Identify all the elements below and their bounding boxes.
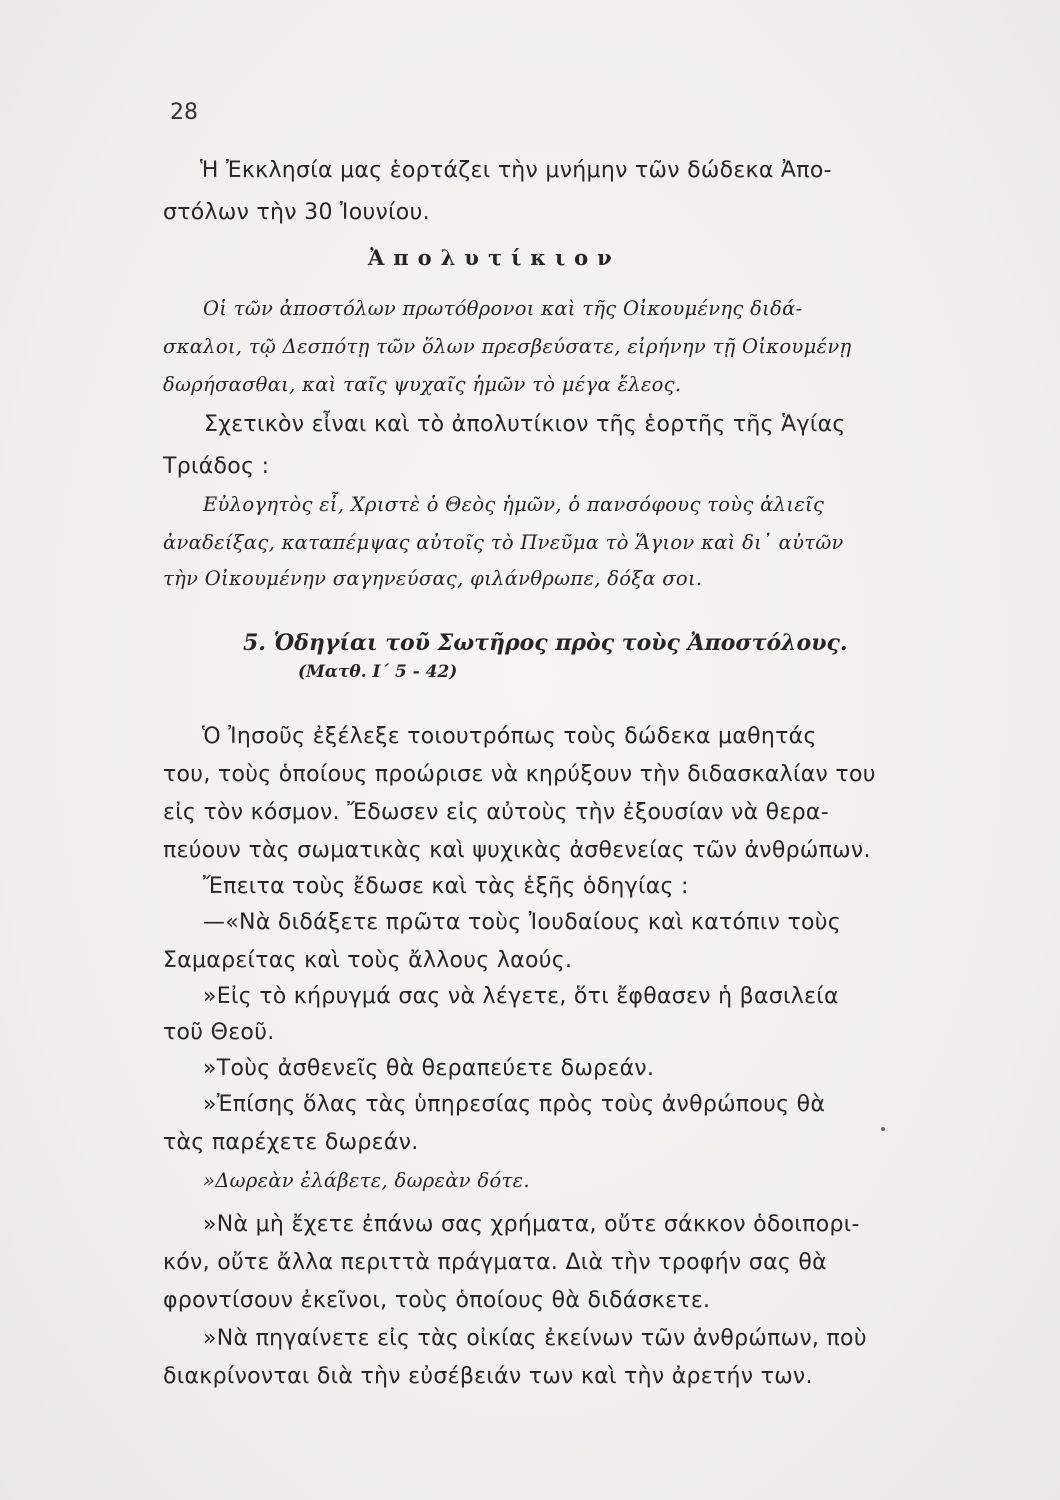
apolytikion-line: δωρήσασθαι, καὶ ταῖς ψυχαῖς ἡμῶν τὸ μέγα ἔλεος. — [163, 373, 682, 396]
apolytikion-heading: Ἀπολυτίκιον — [368, 245, 621, 270]
apolytikion-line: Οἱ τῶν ἀποστόλων πρωτόθρονοι καὶ τῆς Οἰκουμένης διδά- — [203, 297, 803, 320]
final-line: »Νὰ μὴ ἔχετε ἐπάνω σας χρήματα, οὔτε σάκκον ὁδοιπορι- — [203, 1212, 860, 1237]
body-line: εἰς τὸν κόσμον. Ἔδωσεν εἰς αὐτοὺς τὴν ἐξουσίαν νὰ θερα- — [163, 800, 829, 825]
body-line: τοῦ Θεοῦ. — [163, 1020, 275, 1045]
body-line: —«Νὰ διδάξετε πρῶτα τοὺς Ἰουδαίους καὶ κατόπιν τοὺς — [203, 910, 842, 935]
final-line: κόν, οὔτε ἄλλα περιττὰ πράγματα. Διὰ τὴν τροφήν σας θὰ — [163, 1250, 827, 1275]
body-line: Ἔπειτα τοὺς ἔδωσε καὶ τὰς ἑξῆς ὁδηγίας : — [203, 874, 689, 899]
body-line: Σαμαρείτας καὶ τοὺς ἄλλους λαούς. — [163, 948, 573, 973]
final-line: φροντίσουν ἐκεῖνοι, τοὺς ὁποίους θὰ διδάσκετε. — [163, 1288, 711, 1313]
section-reference: (Ματθ. Ι΄ 5 - 42) — [298, 662, 458, 682]
page-number: 28 — [170, 100, 198, 125]
trinity-hymn-line: Εὐλογητὸς εἶ, Χριστὲ ὁ Θεὸς ἡμῶν, ὁ πανσόφους τοὺς ἁλιεῖς — [203, 493, 825, 516]
section-title: 5. Ὁδηγίαι τοῦ Σωτῆρος πρὸς τοὺς Ἀποστόλους. — [243, 630, 848, 656]
body-line: τὰς παρέχετε δωρεάν. — [163, 1130, 419, 1155]
apolytikion-line: σκαλοι, τῷ Δεσπότῃ τῶν ὅλων πρεσβεύσατε, εἰρήνην τῇ Οἰκουμένῃ — [163, 335, 852, 358]
intro-line: στόλων τὴν 30 Ἰουνίου. — [163, 200, 430, 225]
body-line: πεύουν τὰς σωματικὰς καὶ ψυχικὰς ἀσθενείας τῶν ἀνθρώπων. — [163, 838, 871, 863]
quote-line: »Δωρεὰν ἐλάβετε, δωρεὰν δότε. — [203, 1169, 530, 1192]
body-line: του, τοὺς ὁποίους προώρισε νὰ κηρύξουν τὴν διδασκαλίαν του — [163, 762, 876, 787]
body-line: »Ἐπίσης ὅλας τὰς ὑπηρεσίας πρὸς τοὺς ἀνθρώπους θὰ — [203, 1092, 826, 1117]
trinity-hymn-line: τὴν Οἰκουμένην σαγηνεύσας, φιλάνθρωπε, δόξα σοι. — [163, 567, 703, 590]
relation-line: Τριάδος : — [163, 454, 270, 479]
intro-line: Ἡ Ἐκκλησία μας ἑορτάζει τὴν μνήμην τῶν δώδεκα Ἀπο- — [200, 158, 832, 183]
body-line: »Εἰς τὸ κήρυγμά σας νὰ λέγετε, ὅτι ἔφθασεν ἡ βασιλεία — [203, 984, 839, 1009]
body-line: »Τοὺς ἀσθενεῖς θὰ θεραπεύετε δωρεάν. — [203, 1056, 655, 1081]
stray-mark — [881, 1127, 885, 1131]
body-line: Ὁ Ἰησοῦς ἐξέλεξε τοιουτρόπως τοὺς δώδεκα μαθητάς — [202, 724, 817, 749]
trinity-hymn-line: ἀναδείξας, καταπέμψας αὐτοῖς τὸ Πνεῦμα τὸ Ἅγιον καὶ δι᾽ αὐτῶν — [163, 531, 844, 554]
final-line: »Νὰ πηγαίνετε εἰς τὰς οἰκίας ἐκείνων τῶν ἀνθρώπων, ποὺ — [203, 1326, 867, 1351]
final-line: διακρίνονται διὰ τὴν εὐσέβειάν των καὶ τὴν ἀρετήν των. — [163, 1364, 813, 1389]
relation-line: Σχετικὸν εἶναι καὶ τὸ ἀπολυτίκιον τῆς ἑορτῆς τῆς Ἁγίας — [204, 412, 846, 437]
